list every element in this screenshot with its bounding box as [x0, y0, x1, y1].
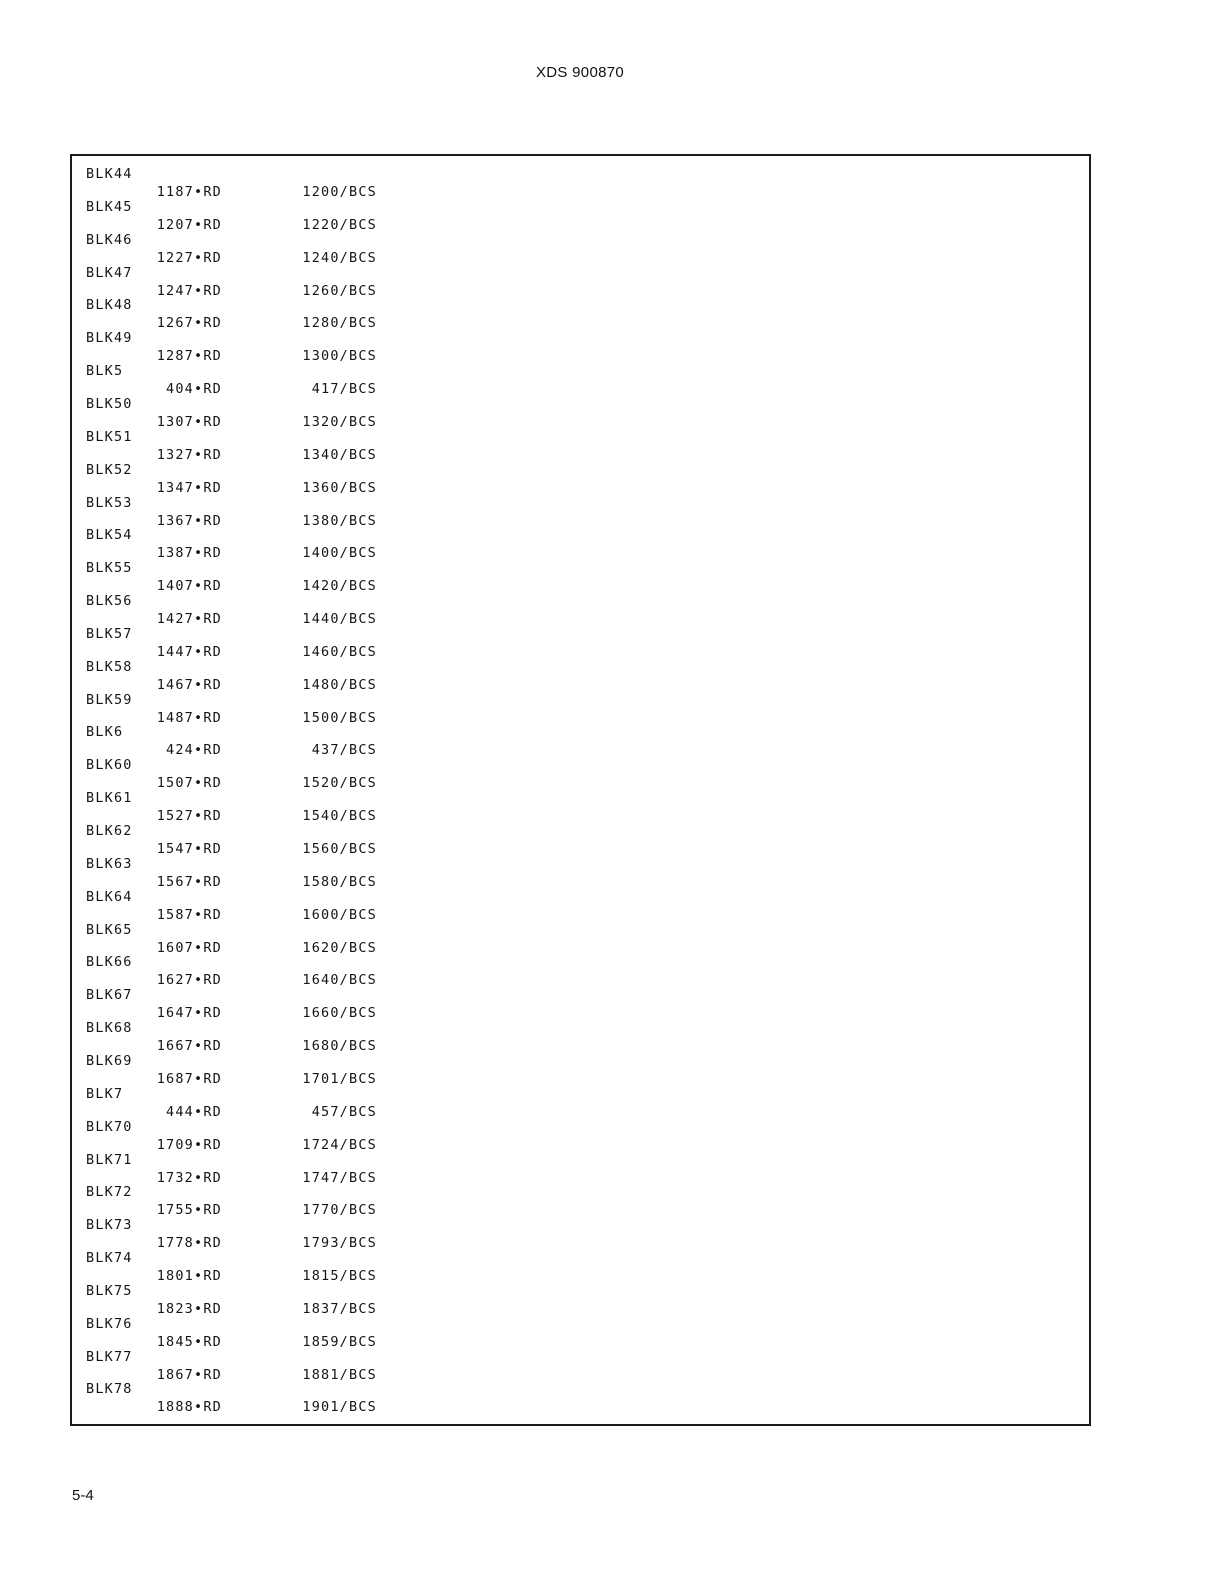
entry-branch-instruction: 1837/BCS: [302, 1300, 377, 1317]
listing-entry: [72, 1381, 1089, 1414]
entry-branch-instruction: 1620/BCS: [302, 939, 377, 956]
entry-label: BLK66: [86, 954, 133, 971]
entry-label: BLK47: [86, 264, 133, 281]
entry-branch-instruction: 1260/BCS: [302, 282, 377, 299]
entry-branch-instruction: 1640/BCS: [302, 972, 377, 989]
entry-label: BLK5: [86, 363, 124, 380]
entry-read-instruction: 1227•RD: [156, 249, 222, 266]
entry-branch-instruction: 1220/BCS: [302, 216, 377, 233]
entry-read-instruction: 1823•RD: [156, 1300, 222, 1317]
entry-read-instruction: 1567•RD: [156, 873, 222, 890]
entry-label: BLK72: [86, 1184, 133, 1201]
symbol-listing-frame: [70, 154, 1091, 1426]
entry-read-instruction: 1267•RD: [156, 315, 222, 332]
listing-entry: [72, 823, 1089, 856]
entry-label: BLK52: [86, 461, 133, 478]
listing-entry: [72, 166, 1089, 199]
entry-label: BLK76: [86, 1315, 133, 1332]
entry-read-instruction: 1307•RD: [156, 413, 222, 430]
entry-read-instruction: 1607•RD: [156, 939, 222, 956]
listing-entry: [72, 1316, 1089, 1349]
entry-label: BLK69: [86, 1052, 133, 1069]
entry-branch-instruction: 1815/BCS: [302, 1268, 377, 1285]
listing-entry: [72, 1053, 1089, 1086]
listing-entry: [72, 560, 1089, 593]
entry-read-instruction: 1527•RD: [156, 808, 222, 825]
entry-label: BLK61: [86, 790, 133, 807]
entry-label: BLK59: [86, 691, 133, 708]
listing-entry: [72, 495, 1089, 528]
listing-entry: [72, 429, 1089, 462]
listing-entry: [72, 527, 1089, 560]
entry-branch-instruction: 1560/BCS: [302, 841, 377, 857]
listing-entry: [72, 856, 1089, 889]
entry-label: BLK6: [86, 724, 124, 741]
listing-entry: [72, 954, 1089, 987]
entry-read-instruction: 1667•RD: [156, 1038, 222, 1055]
entry-label: BLK57: [86, 625, 133, 642]
entry-branch-instruction: 1460/BCS: [302, 643, 377, 660]
entry-read-instruction: 1247•RD: [156, 282, 222, 299]
listing-entry: [72, 1349, 1089, 1382]
entry-read-instruction: 1287•RD: [156, 348, 222, 365]
document-id-header: XDS 900870: [535, 64, 625, 81]
entry-label: BLK44: [86, 166, 133, 182]
entry-read-instruction: 1447•RD: [156, 643, 222, 660]
entry-branch-instruction: 437/BCS: [311, 742, 377, 759]
entry-read-instruction: 1347•RD: [156, 479, 222, 496]
listing-entry: [72, 790, 1089, 823]
entry-label: BLK71: [86, 1151, 133, 1168]
entry-label: BLK53: [86, 494, 133, 511]
entry-label: BLK70: [86, 1118, 133, 1135]
entry-label: BLK54: [86, 527, 133, 544]
entry-read-instruction: 1888•RD: [156, 1399, 222, 1416]
listing-entry: [72, 1250, 1089, 1283]
entry-branch-instruction: 1881/BCS: [302, 1366, 377, 1383]
entry-read-instruction: 1387•RD: [156, 545, 222, 562]
entry-label: BLK7: [86, 1085, 124, 1102]
entry-label: BLK55: [86, 560, 133, 577]
entry-label: BLK45: [86, 198, 133, 215]
entry-read-instruction: 404•RD: [166, 381, 222, 398]
entry-branch-instruction: 1747/BCS: [302, 1169, 377, 1186]
listing-entry: [72, 199, 1089, 232]
listing-entry: [72, 1119, 1089, 1152]
entry-read-instruction: 1207•RD: [156, 216, 222, 233]
entry-label: BLK62: [86, 823, 133, 839]
entry-branch-instruction: 1200/BCS: [302, 184, 377, 200]
entry-branch-instruction: 1793/BCS: [302, 1235, 377, 1252]
listing-entry: [72, 1152, 1089, 1185]
listing-entry: [72, 922, 1089, 955]
entry-read-instruction: 444•RD: [166, 1103, 222, 1120]
entry-label: BLK51: [86, 428, 133, 445]
listing-entry: [72, 757, 1089, 790]
entry-read-instruction: 1507•RD: [156, 775, 222, 792]
entry-read-instruction: 1778•RD: [156, 1235, 222, 1252]
listing-entry: [72, 724, 1089, 757]
entry-label: BLK64: [86, 888, 133, 905]
entry-read-instruction: 1647•RD: [156, 1005, 222, 1022]
entry-read-instruction: 1187•RD: [156, 184, 222, 200]
listing-entry: [72, 396, 1089, 429]
entry-label: BLK63: [86, 855, 133, 872]
entry-label: BLK74: [86, 1250, 133, 1267]
entry-read-instruction: 1547•RD: [156, 841, 222, 857]
entry-branch-instruction: 457/BCS: [311, 1103, 377, 1120]
entry-read-instruction: 1467•RD: [156, 676, 222, 693]
listing-entry: [72, 363, 1089, 396]
listing-entry: [72, 889, 1089, 922]
entry-branch-instruction: 1300/BCS: [302, 348, 377, 365]
entry-label: BLK75: [86, 1282, 133, 1299]
entry-branch-instruction: 1580/BCS: [302, 873, 377, 890]
entry-label: BLK73: [86, 1217, 133, 1234]
entry-branch-instruction: 1660/BCS: [302, 1005, 377, 1022]
entry-read-instruction: 1687•RD: [156, 1070, 222, 1087]
entry-branch-instruction: 417/BCS: [311, 381, 377, 398]
listing-entry: [72, 1283, 1089, 1316]
entry-read-instruction: 424•RD: [166, 742, 222, 759]
listing-entry: [72, 1184, 1089, 1217]
listing-entry: [72, 265, 1089, 298]
entry-branch-instruction: 1480/BCS: [302, 676, 377, 693]
listing-entry: [72, 462, 1089, 495]
entry-branch-instruction: 1600/BCS: [302, 906, 377, 923]
entry-branch-instruction: 1680/BCS: [302, 1038, 377, 1055]
entry-label: BLK49: [86, 330, 133, 347]
listing-entry: [72, 593, 1089, 626]
entry-read-instruction: 1407•RD: [156, 578, 222, 595]
entry-read-instruction: 1801•RD: [156, 1268, 222, 1285]
listing-entry: [72, 330, 1089, 363]
entry-branch-instruction: 1400/BCS: [302, 545, 377, 562]
entry-branch-instruction: 1380/BCS: [302, 512, 377, 529]
entry-branch-instruction: 1701/BCS: [302, 1070, 377, 1087]
entry-read-instruction: 1732•RD: [156, 1169, 222, 1186]
entry-label: BLK65: [86, 921, 133, 938]
entry-branch-instruction: 1901/BCS: [302, 1399, 377, 1416]
listing-entry: [72, 297, 1089, 330]
entry-branch-instruction: 1859/BCS: [302, 1333, 377, 1350]
entry-read-instruction: 1367•RD: [156, 512, 222, 529]
listing-entry: [72, 692, 1089, 725]
entry-label: BLK50: [86, 395, 133, 412]
entry-label: BLK58: [86, 658, 133, 675]
entry-label: BLK48: [86, 297, 133, 314]
entry-read-instruction: 1867•RD: [156, 1366, 222, 1383]
listing-entry: [72, 1217, 1089, 1250]
entry-read-instruction: 1427•RD: [156, 611, 222, 628]
entry-branch-instruction: 1420/BCS: [302, 578, 377, 595]
entry-read-instruction: 1627•RD: [156, 972, 222, 989]
entry-label: BLK68: [86, 1020, 133, 1037]
entry-branch-instruction: 1540/BCS: [302, 808, 377, 825]
entry-label: BLK56: [86, 593, 133, 610]
entry-label: BLK67: [86, 987, 133, 1004]
entry-read-instruction: 1487•RD: [156, 709, 222, 726]
listing-entry: [72, 232, 1089, 265]
entry-branch-instruction: 1280/BCS: [302, 315, 377, 332]
entry-read-instruction: 1587•RD: [156, 906, 222, 923]
page-number: 5-4: [72, 1487, 94, 1504]
listing-entry: [72, 659, 1089, 692]
entry-branch-instruction: 1724/BCS: [302, 1136, 377, 1153]
entry-read-instruction: 1845•RD: [156, 1333, 222, 1350]
entry-branch-instruction: 1240/BCS: [302, 249, 377, 266]
entry-label: BLK46: [86, 231, 133, 248]
entry-read-instruction: 1327•RD: [156, 446, 222, 463]
entry-read-instruction: 1709•RD: [156, 1136, 222, 1153]
listing-entry: [72, 1020, 1089, 1053]
entry-branch-instruction: 1770/BCS: [302, 1202, 377, 1219]
entry-branch-instruction: 1500/BCS: [302, 709, 377, 726]
listing-entry: [72, 1086, 1089, 1119]
listing-entry: [72, 987, 1089, 1020]
entry-branch-instruction: 1360/BCS: [302, 479, 377, 496]
entry-label: BLK78: [86, 1381, 133, 1398]
listing-entry: [72, 626, 1089, 659]
entry-branch-instruction: 1340/BCS: [302, 446, 377, 463]
entry-branch-instruction: 1440/BCS: [302, 611, 377, 628]
entry-label: BLK60: [86, 757, 133, 774]
entry-label: BLK77: [86, 1348, 133, 1365]
entry-branch-instruction: 1320/BCS: [302, 413, 377, 430]
entry-branch-instruction: 1520/BCS: [302, 775, 377, 792]
entry-read-instruction: 1755•RD: [156, 1202, 222, 1219]
